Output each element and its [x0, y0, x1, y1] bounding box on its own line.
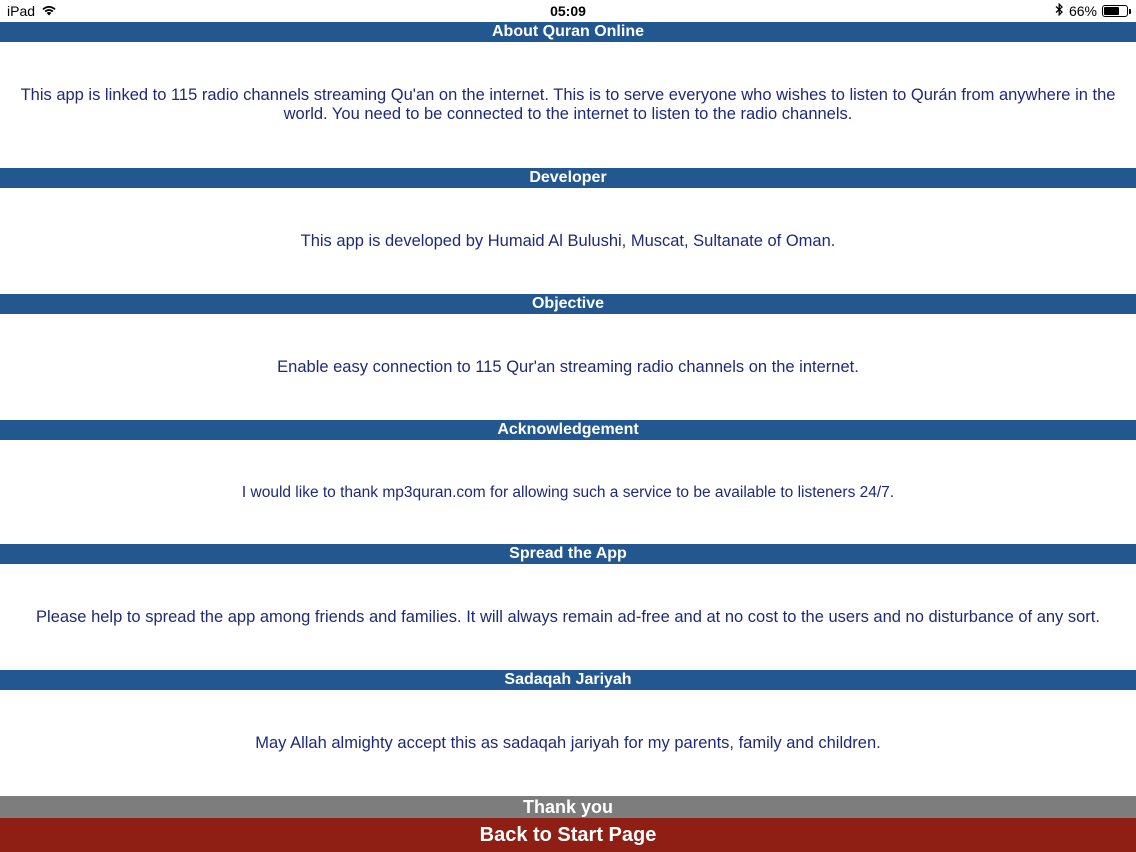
section-header-developer: Developer: [0, 168, 1136, 188]
status-time: 05:09: [550, 3, 586, 19]
battery-level-fill: [1104, 7, 1119, 15]
section-header-spread: Spread the App: [0, 544, 1136, 564]
section-text-acknowledgement: I would like to thank mp3quran.com for allowing such a service to be available to listeners 24/7.: [241, 483, 895, 501]
section-text-sadaqah: May Allah almighty accept this as sadaqah jariyah for my parents, family and children.: [255, 733, 881, 752]
bluetooth-icon: [1055, 3, 1064, 19]
section-text-developer: This app is developed by Humaid Al Bulushi, Muscat, Sultanate of Oman.: [300, 231, 836, 250]
battery-icon: [1102, 5, 1128, 17]
section-header-sadaqah: Sadaqah Jariyah: [0, 670, 1136, 690]
thank-you-banner: Thank you: [0, 796, 1136, 818]
section-text-spread: Please help to spread the app among friends and families. It will always remain ad-free and at no cost to the users and no disturbance of any sort.: [36, 607, 1100, 626]
section-header-acknowledgement: Acknowledgement: [0, 420, 1136, 440]
back-to-start-button[interactable]: Back to Start Page: [0, 818, 1136, 852]
section-header-about: About Quran Online: [0, 22, 1136, 42]
battery-tip: [1129, 9, 1131, 14]
device-label: iPad: [7, 3, 36, 19]
section-header-objective: Objective: [0, 294, 1136, 314]
status-right: [1055, 3, 1128, 19]
section-text-about: This app is linked to 115 radio channels streaming Qu'an on the internet. This is to serve everyone who wishes to listen to Qurán from anywhere in the world. You need to be connected to the internet to listen to the radio channels.: [20, 86, 1116, 123]
battery-percent: 66%: [1068, 3, 1097, 19]
section-text-objective: Enable easy connection to 115 Qur'an streaming radio channels on the internet.: [277, 357, 859, 376]
status-bar: [0, 0, 1136, 22]
